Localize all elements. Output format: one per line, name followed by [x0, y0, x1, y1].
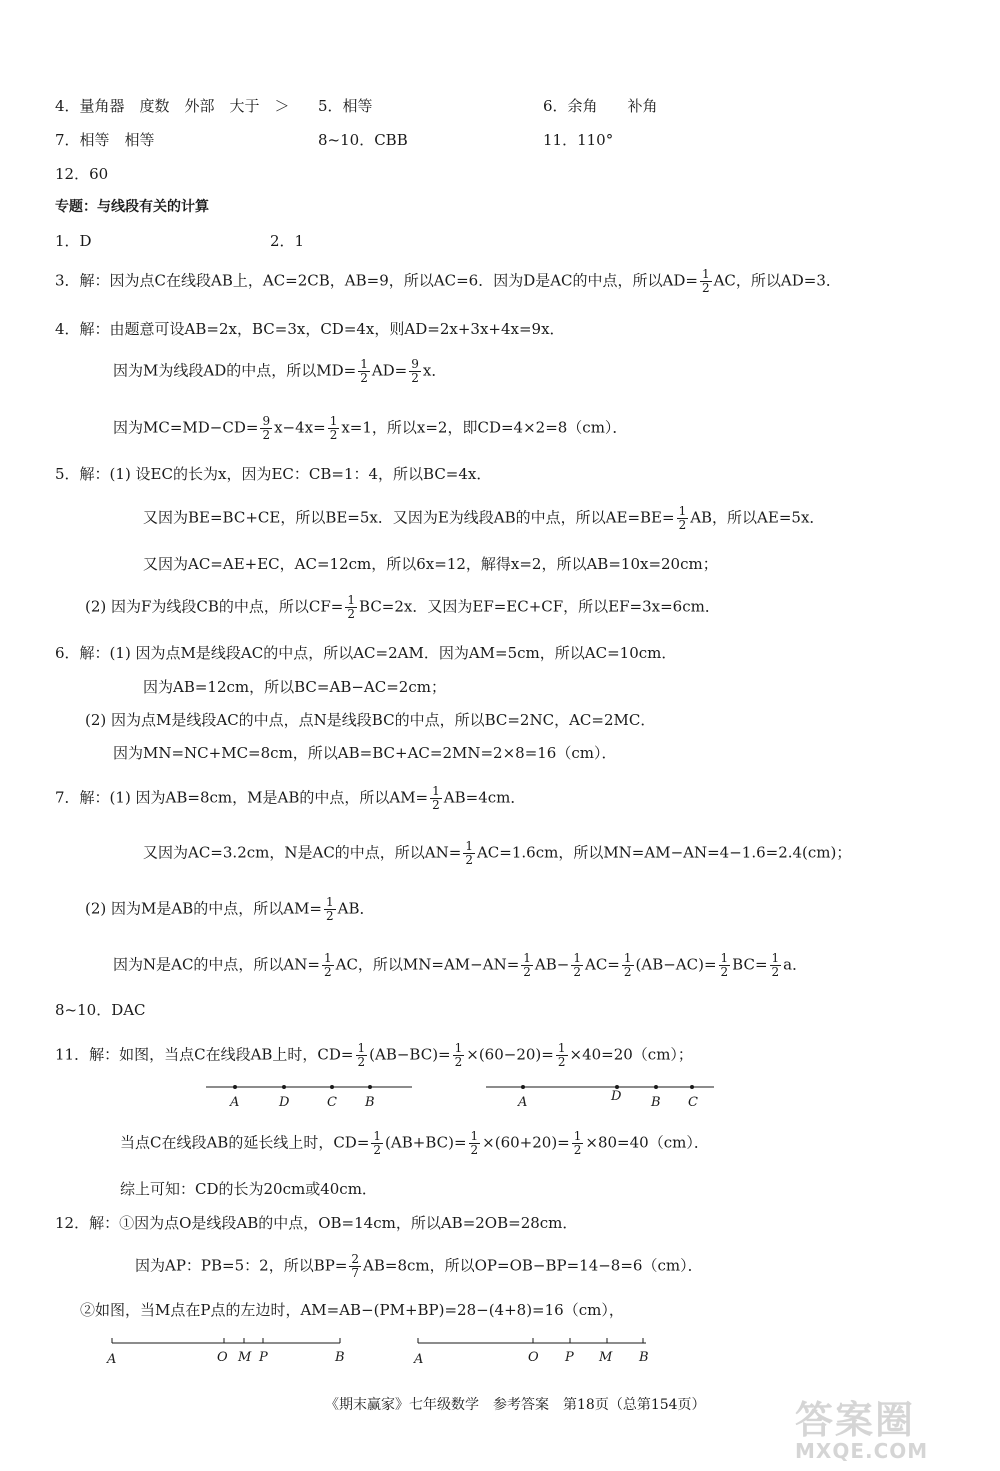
- fraction-half: [356, 1042, 368, 1069]
- q11-text-5: 当点C在线段AB的延长线上时，CD=: [120, 1133, 370, 1152]
- fraction-nine-halves: [260, 415, 272, 442]
- answer-q5-line3: 又因为AC=AE+EC，AC=12cm，所以6x=12，解得x=2，所以AB=10x=20cm；: [143, 555, 718, 573]
- frac-num: 1: [465, 839, 473, 853]
- point-label: A: [518, 1095, 528, 1110]
- q7-text-7: 因为N是AC的中点，所以AN=: [113, 955, 320, 974]
- q7-text-2: AB=4cm．: [443, 788, 526, 807]
- frac-num: 1: [623, 951, 632, 965]
- fraction-half: [572, 1130, 584, 1157]
- q7-text-13: a．: [783, 955, 808, 974]
- frac-den: 2: [573, 965, 581, 979]
- frac-den: 2: [771, 965, 780, 979]
- point-label: D: [611, 1089, 622, 1104]
- answer-q7-line3: [85, 896, 375, 923]
- q11-text-6: (AB+BC)=: [385, 1133, 467, 1152]
- frac-den: 2: [411, 371, 419, 385]
- q7-text-12: BC=: [732, 955, 768, 974]
- answer-row-1a: 4．量角器 度数 外部 大于 ＞: [55, 97, 290, 115]
- point-label: C: [327, 1095, 337, 1110]
- answer-q7-line1: [55, 785, 525, 812]
- figure-12-case1: [100, 1333, 360, 1367]
- fraction-half: [430, 785, 442, 812]
- figure-12-case2: [410, 1333, 660, 1367]
- fraction-half: [521, 952, 533, 979]
- frac-den: 2: [357, 1055, 366, 1069]
- point-label: B: [365, 1095, 375, 1110]
- q4-text-3: x．: [422, 361, 447, 380]
- answer-q5-line1: 5．解：(1) 设EC的长为x，因为EC：CB=1：4，所以BC=4x．: [55, 465, 492, 483]
- frac-num: 1: [678, 504, 687, 518]
- q4-text-1: 因为M为线段AD的中点，所以MD=: [113, 361, 357, 380]
- answer-q11-line1: [55, 1042, 693, 1069]
- frac-num: 1: [523, 951, 531, 965]
- frac-num: 1: [373, 1129, 382, 1143]
- frac-num: 1: [347, 593, 356, 607]
- point-marker: [690, 1085, 694, 1089]
- answer-q6-line1: 6．解：(1) 因为点M是线段AC的中点，所以AC=2AM．因为AM=5cm，所以AC=10cm．: [55, 644, 677, 662]
- point-label: P: [259, 1350, 268, 1365]
- point-label: A: [230, 1095, 240, 1110]
- frac-den: 2: [720, 965, 729, 979]
- frac-num: 1: [701, 267, 710, 281]
- answer-q12-line2: [135, 1253, 703, 1280]
- figure-11-case2: [480, 1078, 720, 1110]
- q11-text-4: ×40=20（cm）；: [569, 1045, 693, 1064]
- frac-den: 2: [470, 1143, 479, 1157]
- frac-den: 2: [465, 853, 473, 867]
- point-label: D: [279, 1095, 290, 1110]
- q7-text-9: AB−: [534, 955, 570, 974]
- fraction-half: [719, 952, 731, 979]
- frac-num: 1: [432, 784, 440, 798]
- q7-text-3: 又因为AC=3.2cm，N是AC的中点，所以AN=: [143, 843, 462, 862]
- point-marker: [330, 1085, 334, 1089]
- q7-text-1: 7．解：(1) 因为AB=8cm，M是AB的中点，所以AM=: [55, 788, 429, 807]
- frac-num: 9: [262, 414, 271, 428]
- frac-num: 9: [411, 357, 419, 371]
- q3-text-b: AC，所以AD=3．: [713, 271, 841, 290]
- watermark-bottom-text: MXQE.COM: [795, 1439, 929, 1463]
- fraction-half: [700, 268, 712, 295]
- answer-q8-10: 8~10．DAC: [55, 1001, 146, 1019]
- fraction-half: [677, 505, 689, 532]
- answer-q3: [55, 268, 841, 295]
- point-label: A: [414, 1352, 424, 1367]
- q7-text-5: (2) 因为M是AB的中点，所以AM=: [85, 899, 322, 918]
- fraction-half: [571, 952, 583, 979]
- point-label: P: [565, 1350, 574, 1365]
- answer-q5-line4: [85, 594, 720, 621]
- point-marker: [521, 1085, 525, 1089]
- answer-q1: 1．D: [55, 232, 92, 250]
- q11-text-3: ×(60−20)=: [466, 1045, 554, 1064]
- fraction-half: [371, 1130, 383, 1157]
- q7-text-4: AC=1.6cm，所以MN=AM−AN=4−1.6=2.4(cm)；: [476, 843, 852, 862]
- point-label: B: [651, 1095, 661, 1110]
- point-label: B: [335, 1350, 345, 1365]
- frac-den: 2: [326, 909, 334, 923]
- frac-num: 1: [454, 1041, 463, 1055]
- frac-den: 2: [523, 965, 531, 979]
- page-footer: 《期末赢家》七年级数学 参考答案 第18页（总第154页）: [325, 1397, 706, 1413]
- q5-text-1: 又因为BE=BC+CE，所以BE=5x．又因为E为线段AB的中点，所以AE=BE=: [143, 508, 675, 527]
- frac-den: 2: [573, 1143, 582, 1157]
- point-marker: [654, 1085, 658, 1089]
- answer-q6-line3: (2) 因为点M是线段AC的中点，点N是线段BC的中点，所以BC=2NC，AC=2MC．: [85, 711, 656, 729]
- frac-num: 1: [470, 1129, 479, 1143]
- fraction-two-sevenths: [349, 1253, 361, 1280]
- frac-num: 1: [720, 951, 729, 965]
- q11-text-7: ×(60+20)=: [482, 1133, 570, 1152]
- frac-den: 2: [623, 965, 632, 979]
- point-label: B: [639, 1350, 649, 1365]
- fraction-half: [463, 840, 475, 867]
- fraction-half: [358, 358, 370, 385]
- answer-q5-line2: [143, 505, 824, 532]
- q7-text-6: AB．: [337, 899, 375, 918]
- fraction-half: [322, 952, 334, 979]
- point-label: M: [599, 1350, 613, 1365]
- answer-q2: 2．1: [270, 232, 305, 250]
- q7-text-10: AC=: [584, 955, 620, 974]
- q7-text-8: AC，所以MN=AM−AN=: [335, 955, 520, 974]
- frac-num: 2: [351, 1252, 360, 1266]
- frac-den: 2: [557, 1055, 566, 1069]
- frac-den: 2: [701, 281, 710, 295]
- watermark-top-text: 答案圈: [795, 1398, 916, 1442]
- answer-q7-line4: [113, 952, 807, 979]
- fraction-half: [469, 1130, 481, 1157]
- frac-num: 1: [326, 895, 334, 909]
- point-marker: [368, 1085, 372, 1089]
- frac-den: 2: [432, 798, 440, 812]
- fraction-half: [622, 952, 634, 979]
- q12-text-1: 因为AP：PB=5：2，所以BP=: [135, 1256, 348, 1275]
- topic-title: 专题：与线段有关的计算: [55, 199, 209, 215]
- answer-q12-line3: ②如图，当M点在P点的左边时，AM=AB−(PM+BP)=28−(4+8)=16（cm），: [80, 1301, 624, 1319]
- frac-num: 1: [323, 951, 332, 965]
- answer-row-2c: 11．110°: [543, 131, 614, 149]
- frac-num: 1: [573, 951, 581, 965]
- q5-text-4: BC=2x．又因为EF=EC+CF，所以EF=3x=6cm．: [359, 597, 720, 616]
- point-label: C: [688, 1095, 698, 1110]
- answer-q11-line2: [120, 1130, 709, 1157]
- fraction-half: [328, 415, 340, 442]
- answer-q6-line2: 因为AB=12cm，所以BC=AB−AC=2cm；: [143, 678, 446, 696]
- frac-num: 1: [771, 951, 780, 965]
- answer-row-2b: 8~10．CBB: [318, 131, 408, 149]
- answer-q4-line1: 4．解：由题意可设AB=2x，BC=3x，CD=4x，则AD=2x+3x+4x=9x．: [55, 320, 565, 338]
- fraction-half: [556, 1042, 568, 1069]
- answer-q11-line3: 综上可知：CD的长为20cm或40cm．: [120, 1180, 377, 1198]
- answer-row-1c: 6．余角 补角: [543, 97, 658, 115]
- fraction-half: [453, 1042, 465, 1069]
- q4-text-2: AD=: [371, 361, 408, 380]
- point-marker: [233, 1085, 237, 1089]
- frac-den: 2: [360, 371, 368, 385]
- point-marker: [282, 1085, 286, 1089]
- frac-den: 2: [454, 1055, 463, 1069]
- frac-num: 1: [360, 357, 368, 371]
- q11-text-1: 11．解：如图，当点C在线段AB上时，CD=: [55, 1045, 354, 1064]
- frac-num: 1: [329, 414, 338, 428]
- frac-den: 7: [351, 1266, 360, 1280]
- q4-text-4: 因为MC=MD−CD=: [113, 418, 259, 437]
- frac-den: 2: [323, 965, 332, 979]
- q11-text-8: ×80=40（cm）．: [585, 1133, 709, 1152]
- fraction-nine-halves: [409, 358, 421, 385]
- frac-num: 1: [357, 1041, 366, 1055]
- q5-text-2: AB，所以AE=5x．: [690, 508, 825, 527]
- q7-text-11: (AB−AC)=: [635, 955, 717, 974]
- watermark-logo: [795, 1400, 985, 1466]
- answer-q4-line3: [113, 415, 627, 442]
- fraction-half: [770, 952, 782, 979]
- q4-text-5: x−4x=: [274, 418, 326, 437]
- frac-den: 2: [678, 518, 687, 532]
- point-label: A: [107, 1352, 117, 1367]
- q11-text-2: (AB−BC)=: [369, 1045, 451, 1064]
- answer-q4-line2: [113, 358, 446, 385]
- point-label: O: [528, 1350, 539, 1365]
- answer-row-1b: 5．相等: [318, 97, 373, 115]
- q3-text-a: 3．解：因为点C在线段AB上，AC=2CB，AB=9，所以AC=6．因为D是AC的中点，所以AD=: [55, 271, 698, 290]
- answer-q12-line1: 12．解：①因为点O是线段AB的中点，OB=14cm，所以AB=2OB=28cm．: [55, 1214, 578, 1232]
- fraction-half: [345, 594, 357, 621]
- frac-den: 2: [262, 428, 271, 442]
- frac-den: 2: [347, 607, 356, 621]
- figure-11-case1: [200, 1078, 420, 1110]
- point-label: M: [238, 1350, 252, 1365]
- answer-row-3a: 12．60: [55, 165, 109, 183]
- frac-num: 1: [573, 1129, 582, 1143]
- answer-row-2a: 7．相等 相等: [55, 131, 155, 149]
- point-label: O: [217, 1350, 228, 1365]
- frac-den: 2: [373, 1143, 382, 1157]
- q12-text-2: AB=8cm，所以OP=OB−BP=14−8=6（cm）．: [363, 1256, 703, 1275]
- frac-num: 1: [557, 1041, 566, 1055]
- q4-text-6: x=1，所以x=2，即CD=4×2=8（cm）．: [341, 418, 628, 437]
- fraction-half: [324, 896, 336, 923]
- q5-text-3: (2) 因为F为线段CB的中点，所以CF=: [85, 597, 344, 616]
- answer-q7-line2: [143, 840, 851, 867]
- answer-q6-line4: 因为MN=NC+MC=8cm，所以AB=BC+AC=2MN=2×8=16（cm）．: [113, 744, 617, 762]
- frac-den: 2: [329, 428, 338, 442]
